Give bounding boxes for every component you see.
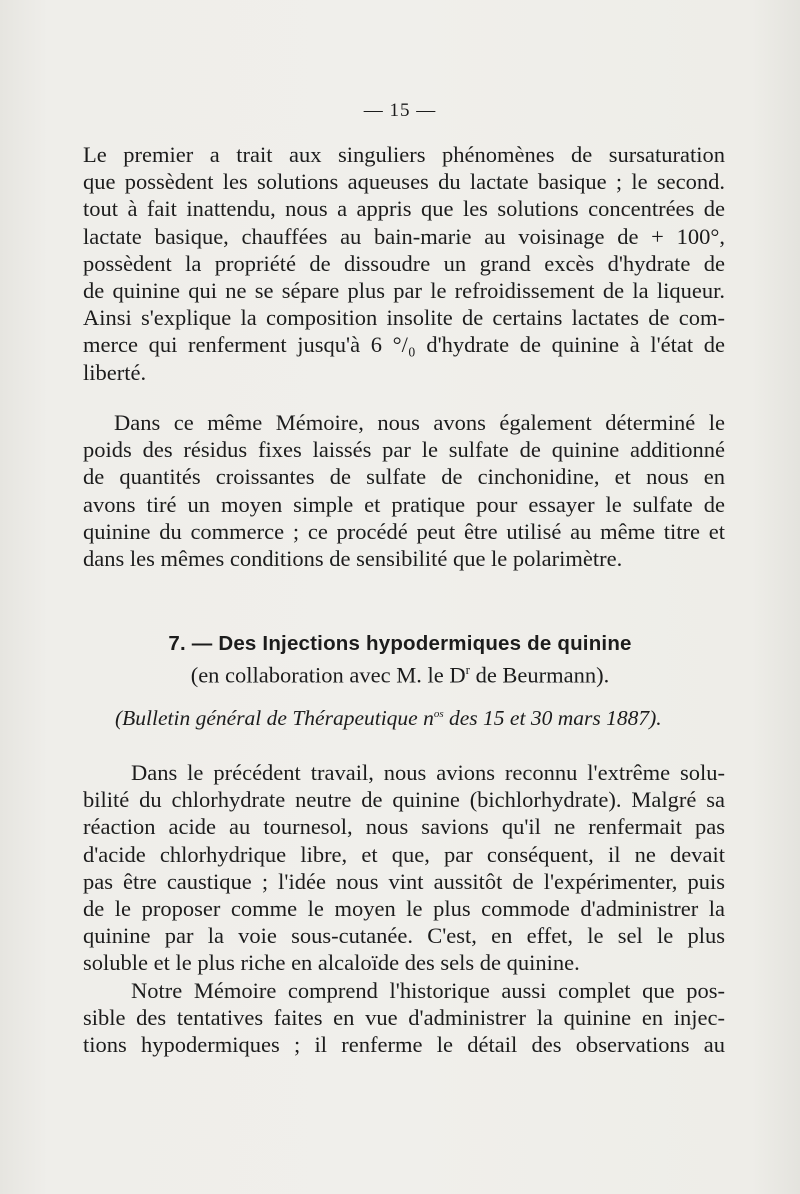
text-line: bilité du chlorhydrate neutre de quinine (bichlorhydrate). Malgré sa xyxy=(83,787,725,813)
citation-text: (Bulletin général de Thérapeutique n xyxy=(115,706,434,730)
text-line: tout à fait inattendu, nous a appris que les solutions concentrées de xyxy=(83,196,725,222)
text-line: de le proposer comme le moyen le plus commode d'administrer la xyxy=(83,896,725,922)
paragraph-lactate xyxy=(83,141,725,386)
paragraph-chlorhydrate xyxy=(83,759,725,977)
subtitle-text-end: de Beurmann). xyxy=(469,662,610,688)
text-line: pas être caustique ; l'idée nous vint aussitôt de l'expérimenter, puis xyxy=(83,868,725,894)
text-line: Dans le précédent travail, nous avions reconnu l'extrême solu- xyxy=(131,760,725,785)
text-line: de quinine qui ne se sépare plus par le refroidissement de la liqueur. xyxy=(83,278,725,304)
text-line: quinine du commerce ; ce procédé peut être utilisé au même titre et xyxy=(83,518,725,544)
text-line: avons tiré un moyen simple et pratique pour essayer le sulfate de xyxy=(83,491,725,517)
text-line: Notre Mémoire comprend l'historique aussi complet que pos- xyxy=(131,978,725,1003)
citation xyxy=(115,706,700,731)
subtitle-sup: r xyxy=(465,662,470,677)
text-line: d'acide chlorhydrique libre, et que, par conséquent, il ne devait xyxy=(83,841,725,867)
text-line: que possèdent les solutions aqueuses du lactate basique ; le second. xyxy=(83,169,725,195)
text-line: lactate basique, chauffées au bain-marie au voisinage de + 100°, xyxy=(83,223,725,249)
text-line: merce qui renferment jusqu'à 6 °/₀ d'hydrate de quinine à l'état de xyxy=(83,332,725,358)
citation-sup: os xyxy=(433,707,444,720)
text-line: poids des résidus fixes laissés par le sulfate de quinine additionné xyxy=(83,437,725,463)
section-subtitle xyxy=(0,662,800,689)
text-line: possèdent la propriété de dissoudre un grand excès d'hydrate de xyxy=(83,250,725,276)
citation-text-end: des 15 et 30 mars 1887). xyxy=(443,706,662,730)
page-number: — 15 — xyxy=(363,100,437,121)
text-line: sible des tentatives faites en vue d'administrer la quinine en injec- xyxy=(83,1005,725,1031)
text-line: quinine par la voie sous-cutanée. C'est, en effet, le sel le plus xyxy=(83,923,725,949)
text-line: Dans ce même Mémoire, nous avons également déterminé le xyxy=(114,410,725,435)
text-line: Le premier a trait aux singuliers phénomènes de sursaturation xyxy=(83,142,725,167)
text-line: dans les mêmes conditions de sensibilité que le polarimètre. xyxy=(83,546,623,572)
paragraph-memoire xyxy=(83,977,725,1059)
subtitle-text: (en collaboration avec M. le D xyxy=(190,662,466,688)
text-line: réaction acide au tournesol, nous savions qu'il ne renfermait pas xyxy=(83,814,725,840)
text-line: tions hypodermiques ; il renferme le détail des observations au xyxy=(83,1032,725,1058)
text-line: liberté. xyxy=(83,359,147,385)
text-line: de quantités croissantes de sulfate de cinchonidine, et nous en xyxy=(83,464,725,490)
text-line: Ainsi s'explique la composition insolite de certains lactates de com- xyxy=(83,305,725,331)
section-heading: 7. — Des Injections hypodermiques de quinine xyxy=(168,632,632,655)
paragraph-residus xyxy=(83,409,725,572)
text-line: soluble et le plus riche en alcaloïde des sels de quinine. xyxy=(83,950,580,976)
